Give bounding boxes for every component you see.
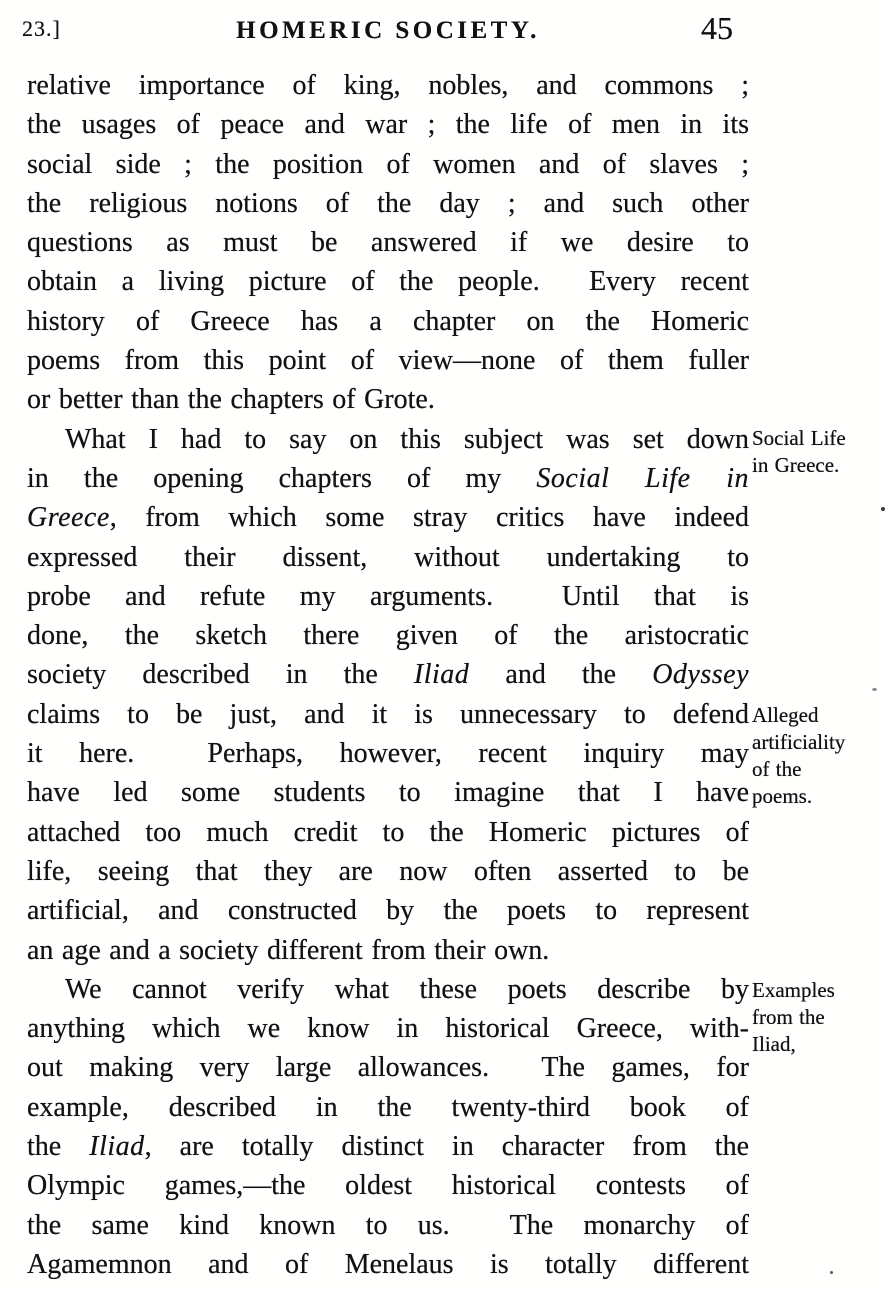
text-line: questions as must be answered if we desire to (27, 227, 749, 259)
margin-note-line: of the (752, 757, 802, 781)
text-line: relative importance of king, nobles, and commons ; (27, 70, 749, 101)
text-line: claims to be just, and it is unnecessary to defend (27, 698, 749, 730)
section-marker: 23.] (22, 16, 61, 41)
text-line: Greece, from which some stray critics have indeed (27, 502, 749, 534)
text-line: out making very large allowances. The games, for (27, 1052, 749, 1084)
margin-note-line: in Greece. (752, 453, 840, 477)
margin-note-line: Alleged (752, 703, 819, 727)
paragraph (27, 420, 749, 970)
margin-note-line: from the (752, 1005, 825, 1029)
text-line: probe and refute my arguments. Until that is (27, 580, 749, 612)
margin-note (752, 425, 890, 479)
text-line: poems from this point of view—none of them fuller (27, 345, 749, 377)
scan-speck (872, 688, 877, 691)
text-line: life, seeing that they are now often asserted to be (27, 855, 749, 887)
margin-note-line: Social Life (752, 426, 846, 450)
margin-note-line: Examples (752, 978, 835, 1002)
italic-text: Iliad (413, 659, 470, 691)
text-line: anything which we know in historical Greece, with- (27, 1013, 749, 1045)
text-line: an age and a society different from their own. (27, 934, 550, 966)
text-line: the usages of peace and war ; the life of men in its (27, 109, 749, 141)
text-line: have led some students to imagine that I have (27, 777, 749, 809)
italic-text: Odyssey (652, 659, 749, 691)
page-number: 45 (701, 10, 733, 46)
text-line: Olympic games,—the oldest historical contests of (27, 1170, 749, 1202)
scan-speck (830, 1271, 833, 1274)
margin-note (752, 977, 890, 1058)
text-line: social side ; the position of women and of slaves ; (27, 148, 749, 180)
italic-text: Social Life in (536, 462, 749, 494)
text-line: obtain a living picture of the people. Every recent (27, 266, 749, 298)
italic-text: Greece (27, 502, 110, 534)
running-title: HOMERIC SOCIETY. (236, 17, 540, 44)
text-line: the religious notions of the day ; and such other (27, 187, 749, 219)
margin-note (752, 702, 890, 810)
paragraph (27, 970, 749, 1284)
text-line: in the opening chapters of my Social Life in (27, 462, 749, 494)
text-line: example, described in the twenty-third book of (27, 1091, 749, 1123)
text-line: the Iliad, are totally distinct in character from the (27, 1131, 749, 1163)
margin-note-line: artificiality (752, 730, 846, 754)
text-line: or better than the chapters of Grote. (27, 384, 435, 416)
margin-note-line: poems. (752, 784, 813, 808)
text-line: We cannot verify what these poets describe by (65, 973, 749, 1005)
text-line: it here. Perhaps, however, recent inquiry may (27, 738, 749, 770)
margin-note-line: Iliad, (752, 1032, 796, 1056)
text-line: artificial, and constructed by the poets to represent (27, 895, 749, 927)
text-line: history of Greece has a chapter on the Homeric (27, 305, 749, 337)
body-text (27, 66, 749, 1284)
text-line: What I had to say on this subject was set down (65, 423, 749, 455)
scan-speck (881, 507, 885, 511)
text-line: attached too much credit to the Homeric pictures of (27, 816, 749, 848)
italic-text: Iliad (89, 1131, 145, 1163)
text-line: expressed their dissent, without undertaking to (27, 541, 749, 573)
paragraph (27, 66, 749, 420)
text-line: done, the sketch there given of the aristocratic (27, 620, 749, 652)
text-line: the same kind known to us. The monarchy of (27, 1209, 749, 1241)
text-line: Agamemnon and of Menelaus is totally different (27, 1248, 749, 1280)
text-line: society described in the Iliad and the Odyssey (27, 659, 749, 691)
